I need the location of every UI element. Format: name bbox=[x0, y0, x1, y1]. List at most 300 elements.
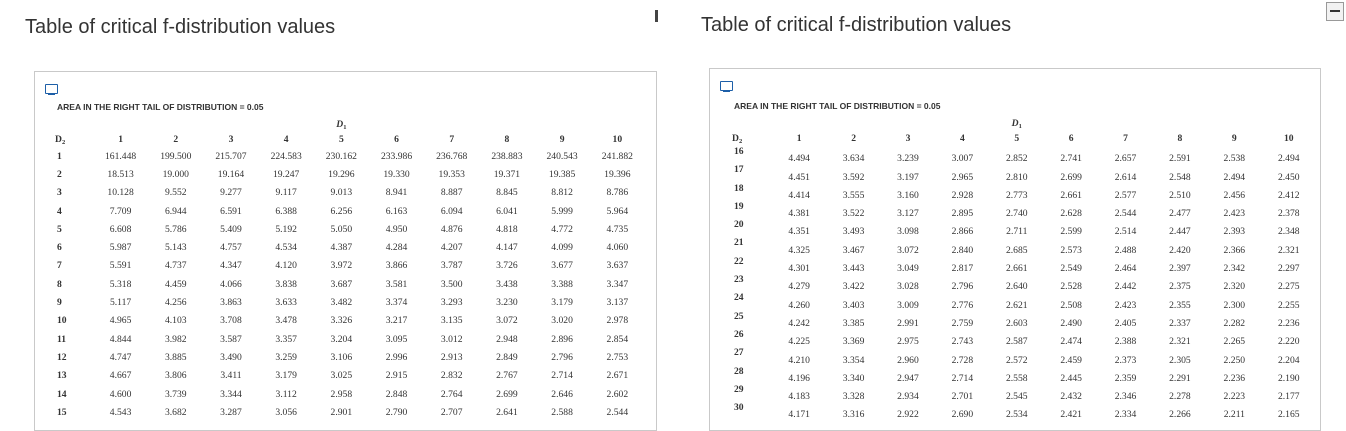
table-cell: 2.464 bbox=[1114, 263, 1137, 275]
table-row bbox=[55, 348, 645, 366]
row-label: 13 bbox=[57, 370, 67, 382]
table-cell: 5.143 bbox=[164, 242, 187, 254]
table-cell: 3.354 bbox=[842, 354, 865, 366]
table-cell: 2.599 bbox=[1060, 226, 1082, 238]
panel-right bbox=[676, 0, 1346, 429]
table-cell: 2.817 bbox=[951, 263, 974, 275]
table-cell: 2.321 bbox=[1277, 244, 1300, 256]
table-cell: 4.950 bbox=[385, 223, 408, 235]
table-cell: 3.637 bbox=[606, 260, 629, 272]
table-row bbox=[55, 184, 645, 202]
table-cell: 2.412 bbox=[1277, 189, 1300, 201]
table-cell: 5.192 bbox=[275, 223, 297, 235]
table-cell: 2.810 bbox=[1005, 171, 1028, 183]
table-cell: 3.555 bbox=[842, 189, 865, 201]
table-cell: 3.863 bbox=[220, 297, 242, 309]
d1-header: $D_1$ bbox=[1011, 118, 1022, 130]
table-cell: 2.236 bbox=[1277, 317, 1300, 329]
table-cell: 3.403 bbox=[842, 299, 865, 311]
table-cell: 2.928 bbox=[951, 189, 974, 201]
table-cell: 3.326 bbox=[330, 315, 353, 327]
table-cell: 2.278 bbox=[1169, 391, 1191, 403]
table-cell: 2.628 bbox=[1060, 208, 1082, 220]
table-cell: 2.640 bbox=[1005, 281, 1028, 293]
table-cell: 3.259 bbox=[275, 351, 297, 363]
table-cell: 2.996 bbox=[385, 351, 408, 363]
table-cell: 2.776 bbox=[951, 299, 974, 311]
table-cell: 3.049 bbox=[897, 263, 919, 275]
table-cell: 4.284 bbox=[385, 242, 408, 254]
table-cell: 3.179 bbox=[551, 297, 573, 309]
table-cell: 2.474 bbox=[1060, 336, 1082, 348]
table-cell: 2.275 bbox=[1277, 281, 1300, 293]
table-cell: 6.388 bbox=[275, 205, 297, 217]
table-cell: 18.513 bbox=[107, 168, 134, 180]
table-cell: 2.603 bbox=[1005, 317, 1028, 329]
table-cell: 224.583 bbox=[270, 150, 302, 162]
table-cell: 3.340 bbox=[842, 372, 865, 384]
table-cell: 3.838 bbox=[275, 278, 297, 290]
row-label: 16 bbox=[734, 146, 744, 157]
table-cell: 240.543 bbox=[546, 150, 578, 162]
table-cell: 4.494 bbox=[788, 153, 810, 165]
table-cell: 3.293 bbox=[440, 297, 463, 309]
table-cell: 4.737 bbox=[164, 260, 187, 272]
table-cell: 2.591 bbox=[1169, 153, 1191, 165]
table-cell: 3.098 bbox=[897, 226, 919, 238]
table-row bbox=[732, 402, 1316, 420]
copy-table-icon[interactable] bbox=[45, 84, 58, 94]
table-cell: 2.393 bbox=[1223, 226, 1246, 238]
table-cell: 2.514 bbox=[1114, 226, 1137, 238]
table-cell: 5.050 bbox=[330, 223, 353, 235]
table-cell: 2.832 bbox=[440, 370, 463, 382]
page-title: Table of critical f-distribution values bbox=[25, 16, 336, 38]
column-header: 4 bbox=[283, 134, 289, 145]
table-cell: 3.385 bbox=[842, 317, 865, 329]
table-cell: 3.028 bbox=[897, 281, 919, 293]
table-cell: 19.000 bbox=[162, 168, 189, 180]
row-label: 30 bbox=[734, 402, 744, 414]
table-cell: 4.207 bbox=[440, 242, 463, 254]
table-cell: 2.848 bbox=[385, 388, 408, 400]
table-cell: 3.443 bbox=[842, 263, 865, 275]
table-cell: 4.459 bbox=[164, 278, 187, 290]
table-cell: 2.447 bbox=[1169, 226, 1191, 238]
row-label: 2 bbox=[57, 168, 62, 180]
table-cell: 4.347 bbox=[220, 260, 242, 272]
table-cell: 3.239 bbox=[897, 153, 919, 165]
table-row bbox=[732, 183, 1316, 201]
table-cell: 3.007 bbox=[951, 153, 974, 165]
panel-left bbox=[0, 0, 660, 429]
table-cell: 3.072 bbox=[897, 244, 919, 256]
table-cell: 4.196 bbox=[788, 372, 810, 384]
row-label: 29 bbox=[734, 383, 744, 395]
table-cell: 3.422 bbox=[842, 281, 865, 293]
row-label: 23 bbox=[734, 274, 744, 286]
column-header: 2 bbox=[851, 133, 856, 144]
table-cell: 2.740 bbox=[1005, 208, 1028, 220]
table-row bbox=[55, 293, 645, 311]
table-cell: 2.577 bbox=[1114, 189, 1137, 201]
row-label: 11 bbox=[57, 333, 67, 345]
table-cell: 3.787 bbox=[440, 260, 463, 272]
table-cell: 2.699 bbox=[496, 388, 518, 400]
table-cell: 2.320 bbox=[1223, 281, 1246, 293]
table-cell: 19.371 bbox=[493, 168, 521, 180]
table-row bbox=[55, 367, 645, 385]
table-cell: 2.488 bbox=[1114, 244, 1137, 256]
table-cell: 241.882 bbox=[601, 150, 633, 162]
table-cell: 2.459 bbox=[1060, 354, 1082, 366]
table-cell: 3.806 bbox=[164, 370, 187, 382]
table-cell: 5.409 bbox=[220, 223, 242, 235]
table-row bbox=[732, 237, 1316, 255]
table-cell: 10.128 bbox=[107, 187, 134, 199]
table-cell: 2.922 bbox=[897, 409, 919, 421]
table-cell: 8.786 bbox=[606, 187, 629, 199]
table-cell: 3.135 bbox=[440, 315, 463, 327]
table-cell: 2.641 bbox=[496, 406, 518, 418]
table-cell: 2.456 bbox=[1223, 189, 1246, 201]
table-cell: 5.964 bbox=[606, 205, 629, 217]
table-cell: 3.478 bbox=[275, 315, 297, 327]
table-cell: 2.445 bbox=[1060, 372, 1082, 384]
table-cell: 4.242 bbox=[788, 317, 810, 329]
table-cell: 2.342 bbox=[1223, 263, 1246, 275]
table-cell: 2.534 bbox=[1005, 409, 1028, 421]
table-cell: 6.163 bbox=[385, 205, 408, 217]
table-cell: 3.137 bbox=[606, 297, 629, 309]
table-cell: 2.701 bbox=[951, 391, 974, 403]
page-title: Table of critical f-distribution values bbox=[701, 14, 1012, 36]
minimize-icon[interactable] bbox=[1326, 2, 1344, 21]
table-cell: 2.346 bbox=[1114, 391, 1137, 403]
table-cell: 2.548 bbox=[1169, 171, 1191, 183]
table-cell: 2.250 bbox=[1223, 354, 1246, 366]
table-cell: 3.347 bbox=[606, 278, 629, 290]
table-cell: 19.164 bbox=[217, 168, 245, 180]
table-cell: 4.103 bbox=[164, 315, 187, 327]
row-label: 25 bbox=[734, 310, 744, 322]
table-row bbox=[55, 330, 645, 348]
table-cell: 3.587 bbox=[220, 333, 242, 345]
table-cell: 2.355 bbox=[1169, 299, 1191, 311]
table-cell: 3.633 bbox=[275, 297, 297, 309]
table-cell: 6.094 bbox=[440, 205, 463, 217]
table-row bbox=[732, 347, 1316, 365]
table-row bbox=[55, 385, 645, 403]
table-cell: 2.960 bbox=[897, 354, 919, 366]
table-cell: 5.318 bbox=[109, 278, 132, 290]
table-cell: 6.591 bbox=[220, 205, 242, 217]
table-cell: 19.396 bbox=[604, 168, 631, 180]
table-cell: 2.545 bbox=[1005, 391, 1028, 403]
table-cell: 2.223 bbox=[1223, 391, 1246, 403]
row-label: 4 bbox=[57, 205, 62, 217]
column-header: 6 bbox=[394, 134, 399, 145]
table-cell: 2.490 bbox=[1060, 317, 1082, 329]
table-cell: 9.552 bbox=[164, 187, 187, 199]
table-cell: 6.256 bbox=[330, 205, 353, 217]
copy-table-icon[interactable] bbox=[720, 81, 733, 91]
table-cell: 2.321 bbox=[1169, 336, 1191, 348]
table-cell: 2.572 bbox=[1005, 354, 1028, 366]
table-cell: 19.247 bbox=[272, 168, 300, 180]
table-cell: 2.901 bbox=[330, 406, 353, 418]
row-label: 8 bbox=[57, 278, 62, 290]
table-cell: 2.378 bbox=[1277, 208, 1300, 220]
table-cell: 2.266 bbox=[1169, 409, 1191, 421]
table-cell: 2.359 bbox=[1114, 372, 1137, 384]
table-cell: 2.896 bbox=[551, 333, 573, 345]
row-label: 1 bbox=[57, 150, 62, 162]
table-cell: 2.915 bbox=[385, 370, 408, 382]
row-label: 7 bbox=[57, 260, 62, 272]
table-cell: 2.300 bbox=[1223, 299, 1246, 311]
row-label: 26 bbox=[734, 328, 744, 340]
table-card bbox=[709, 68, 1321, 431]
table-cell: 2.494 bbox=[1223, 171, 1246, 183]
table-cell: 8.845 bbox=[496, 187, 518, 199]
table-cell: 3.634 bbox=[842, 153, 865, 165]
table-cell: 4.256 bbox=[164, 297, 187, 309]
table-cell: 2.573 bbox=[1060, 244, 1082, 256]
table-cell: 2.958 bbox=[330, 388, 353, 400]
row-label: 24 bbox=[734, 292, 744, 304]
table-cell: 4.060 bbox=[606, 242, 629, 254]
table-cell: 2.690 bbox=[951, 409, 974, 421]
table-cell: 2.852 bbox=[1005, 153, 1028, 165]
table-cell: 2.796 bbox=[551, 351, 573, 363]
table-cell: 2.291 bbox=[1169, 372, 1191, 384]
table-cell: 3.388 bbox=[551, 278, 573, 290]
table-cell: 3.095 bbox=[385, 333, 408, 345]
column-header: 8 bbox=[504, 134, 510, 145]
column-header: 9 bbox=[1231, 133, 1237, 144]
table-cell: 3.687 bbox=[330, 278, 353, 290]
table-cell: 2.707 bbox=[440, 406, 463, 418]
table-cell: 3.179 bbox=[275, 370, 297, 382]
column-header: 7 bbox=[449, 134, 455, 145]
d2-header: $D_2$ bbox=[55, 133, 66, 146]
table-cell: 2.671 bbox=[606, 370, 629, 382]
table-cell: 2.544 bbox=[1114, 208, 1137, 220]
table-cell: 4.387 bbox=[330, 242, 353, 254]
table-cell: 3.522 bbox=[842, 208, 865, 220]
table-cell: 3.411 bbox=[220, 370, 242, 382]
table-cell: 4.147 bbox=[496, 242, 518, 254]
table-row bbox=[732, 384, 1316, 402]
f-table bbox=[55, 118, 645, 421]
table-cell: 3.316 bbox=[842, 409, 865, 421]
table-cell: 2.764 bbox=[440, 388, 463, 400]
table-cell: 2.913 bbox=[440, 351, 463, 363]
table-cell: 2.337 bbox=[1169, 317, 1191, 329]
table-cell: 2.405 bbox=[1114, 317, 1137, 329]
table-cell: 2.587 bbox=[1005, 336, 1028, 348]
table-cell: 2.220 bbox=[1277, 336, 1300, 348]
table-cell: 3.493 bbox=[842, 226, 865, 238]
table-row bbox=[55, 312, 645, 330]
table-row bbox=[732, 219, 1316, 237]
row-label: 18 bbox=[734, 182, 744, 194]
area-label: AREA IN THE RIGHT TAIL OF DISTRIBUTION = 0.05 bbox=[57, 102, 264, 112]
table-cell: 19.330 bbox=[383, 168, 410, 180]
column-header: 4 bbox=[959, 133, 965, 144]
table-cell: 4.279 bbox=[788, 281, 810, 293]
table-cell: 161.448 bbox=[105, 150, 137, 162]
f-table bbox=[732, 117, 1316, 420]
table-cell: 3.072 bbox=[496, 315, 518, 327]
table-cell: 9.277 bbox=[220, 187, 242, 199]
table-cell: 9.117 bbox=[275, 187, 297, 199]
table-cell: 3.438 bbox=[496, 278, 518, 290]
table-row bbox=[55, 147, 645, 165]
table-cell: 4.381 bbox=[788, 208, 810, 220]
row-label: 15 bbox=[57, 406, 67, 418]
table-cell: 2.991 bbox=[897, 317, 919, 329]
table-cell: 3.490 bbox=[220, 351, 242, 363]
table-cell: 6.608 bbox=[109, 223, 132, 235]
column-header: 1 bbox=[118, 134, 123, 145]
column-header: 3 bbox=[905, 133, 911, 144]
table-cell: 2.796 bbox=[951, 281, 974, 293]
table-cell: 4.301 bbox=[788, 263, 810, 275]
table-cell: 4.965 bbox=[109, 315, 132, 327]
table-cell: 4.171 bbox=[788, 409, 810, 421]
table-cell: 8.812 bbox=[551, 187, 573, 199]
table-cell: 2.255 bbox=[1277, 299, 1300, 311]
table-cell: 3.866 bbox=[385, 260, 408, 272]
table-cell: 3.160 bbox=[897, 189, 919, 201]
table-cell: 2.866 bbox=[951, 226, 974, 238]
table-cell: 236.768 bbox=[436, 150, 468, 162]
table-cell: 3.020 bbox=[551, 315, 573, 327]
row-label: 14 bbox=[57, 388, 67, 400]
table-cell: 9.013 bbox=[330, 187, 353, 199]
table-row bbox=[55, 403, 645, 421]
table-row bbox=[732, 256, 1316, 274]
table-cell: 4.325 bbox=[788, 244, 810, 256]
table-cell: 8.887 bbox=[440, 187, 463, 199]
table-cell: 3.328 bbox=[842, 391, 865, 403]
table-cell: 6.041 bbox=[496, 205, 518, 217]
table-cell: 2.895 bbox=[951, 208, 974, 220]
table-cell: 2.934 bbox=[897, 391, 919, 403]
row-label: 3 bbox=[57, 187, 62, 199]
table-cell: 215.707 bbox=[215, 150, 247, 162]
table-cell: 4.451 bbox=[788, 171, 810, 183]
table-row bbox=[55, 165, 645, 183]
table-cell: 5.786 bbox=[164, 223, 187, 235]
table-cell: 2.854 bbox=[606, 333, 629, 345]
table-cell: 2.204 bbox=[1277, 354, 1300, 366]
table-card bbox=[34, 71, 657, 431]
row-label: 12 bbox=[57, 351, 67, 363]
table-cell: 4.600 bbox=[109, 388, 132, 400]
row-label: 27 bbox=[734, 347, 744, 359]
column-header: 10 bbox=[612, 134, 623, 145]
table-cell: 2.965 bbox=[951, 171, 974, 183]
table-row bbox=[55, 220, 645, 238]
panel-divider bbox=[655, 10, 658, 22]
table-cell: 2.947 bbox=[897, 372, 919, 384]
table-cell: 2.334 bbox=[1114, 409, 1137, 421]
table-cell: 2.442 bbox=[1114, 281, 1137, 293]
table-cell: 3.106 bbox=[330, 351, 353, 363]
table-row bbox=[55, 257, 645, 275]
table-cell: 19.385 bbox=[548, 168, 576, 180]
row-label: 9 bbox=[57, 297, 62, 309]
table-cell: 2.790 bbox=[385, 406, 408, 418]
d1-header: $D_1$ bbox=[336, 119, 347, 131]
table-cell: 3.369 bbox=[842, 336, 865, 348]
row-label: 22 bbox=[734, 255, 744, 267]
table-cell: 3.682 bbox=[164, 406, 187, 418]
table-cell: 2.432 bbox=[1060, 391, 1082, 403]
table-cell: 3.581 bbox=[385, 278, 408, 290]
table-cell: 2.510 bbox=[1169, 189, 1191, 201]
table-cell: 2.588 bbox=[551, 406, 573, 418]
table-cell: 3.197 bbox=[897, 171, 919, 183]
table-cell: 2.759 bbox=[951, 317, 974, 329]
row-label: 17 bbox=[734, 164, 744, 176]
table-cell: 4.876 bbox=[440, 223, 463, 235]
table-cell: 4.066 bbox=[220, 278, 242, 290]
table-row bbox=[732, 311, 1316, 329]
table-cell: 2.211 bbox=[1223, 409, 1245, 421]
column-header: 10 bbox=[1283, 133, 1294, 144]
table-row bbox=[55, 275, 645, 293]
table-row bbox=[732, 164, 1316, 182]
table-cell: 2.728 bbox=[951, 354, 974, 366]
table-cell: 2.397 bbox=[1169, 263, 1191, 275]
table-cell: 2.348 bbox=[1277, 226, 1300, 238]
table-cell: 2.849 bbox=[496, 351, 518, 363]
column-header: 5 bbox=[1014, 133, 1020, 144]
table-cell: 2.265 bbox=[1223, 336, 1246, 348]
table-cell: 7.709 bbox=[109, 205, 132, 217]
table-cell: 2.685 bbox=[1005, 244, 1028, 256]
table-cell: 19.353 bbox=[438, 168, 465, 180]
table-cell: 2.621 bbox=[1005, 299, 1028, 311]
table-cell: 2.538 bbox=[1223, 153, 1246, 165]
table-cell: 2.366 bbox=[1223, 244, 1246, 256]
table-cell: 2.753 bbox=[606, 351, 629, 363]
row-label: 6 bbox=[57, 242, 62, 254]
table-cell: 3.025 bbox=[330, 370, 353, 382]
table-cell: 2.714 bbox=[551, 370, 573, 382]
table-cell: 2.375 bbox=[1169, 281, 1191, 293]
table-cell: 4.225 bbox=[788, 336, 810, 348]
column-header: 1 bbox=[796, 133, 802, 144]
table-row bbox=[732, 366, 1316, 384]
table-cell: 3.112 bbox=[275, 388, 297, 400]
table-cell: 2.741 bbox=[1060, 153, 1082, 165]
table-cell: 2.558 bbox=[1005, 372, 1028, 384]
table-cell: 2.661 bbox=[1005, 263, 1028, 275]
table-cell: 3.677 bbox=[551, 260, 573, 272]
table-cell: 3.467 bbox=[842, 244, 865, 256]
area-label: AREA IN THE RIGHT TAIL OF DISTRIBUTION = 0.05 bbox=[734, 101, 941, 111]
table-cell: 3.357 bbox=[275, 333, 297, 345]
table-cell: 5.117 bbox=[109, 297, 132, 309]
table-cell: 2.978 bbox=[606, 315, 629, 327]
table-cell: 2.177 bbox=[1277, 391, 1300, 403]
row-label: 28 bbox=[734, 365, 744, 377]
